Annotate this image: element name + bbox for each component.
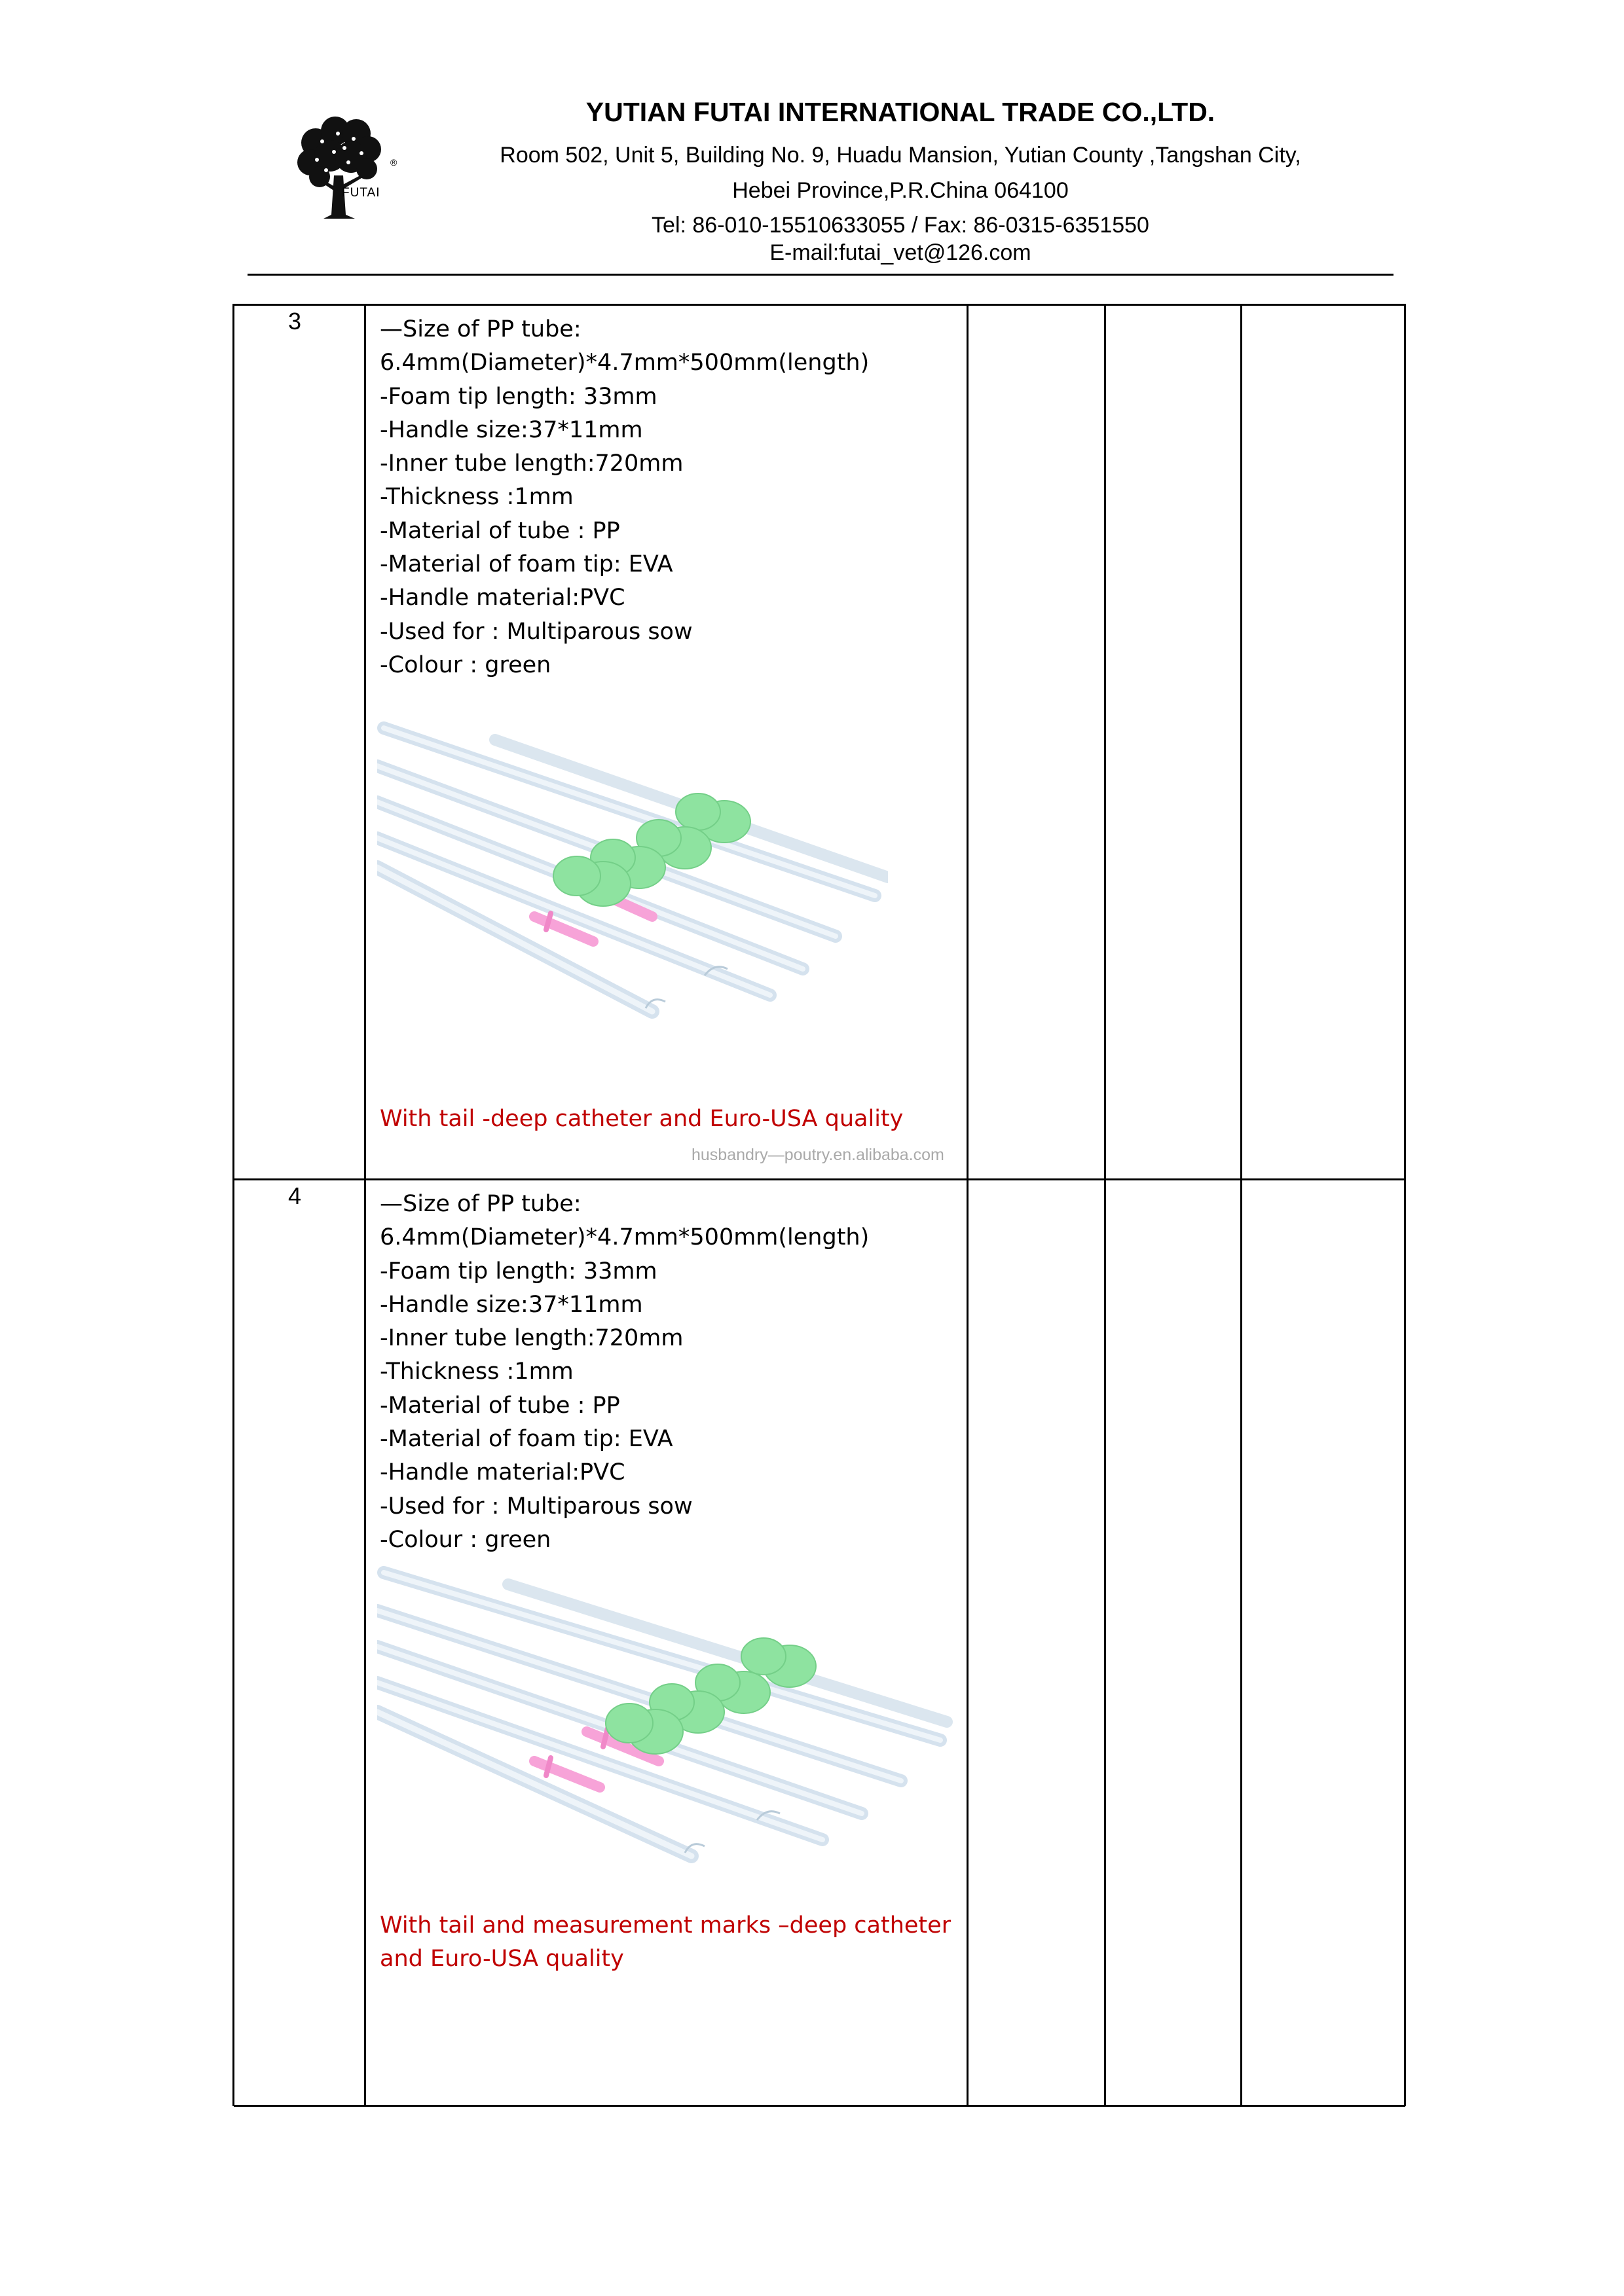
table-column-divider — [1104, 304, 1106, 2106]
company-logo-tree-icon — [283, 117, 414, 221]
registered-trademark: ® — [390, 157, 397, 168]
spec-item: -Colour : green — [380, 651, 551, 678]
table-row-divider — [234, 1178, 1405, 1180]
spec-item: -Used for : Multiparous sow — [380, 618, 693, 645]
spec-item: -Handle material:PVC — [380, 1459, 625, 1486]
spec-item: -Colour : green — [380, 1526, 551, 1553]
note-line: and Euro-USA quality — [380, 1946, 624, 1972]
spec-item: -Material of foam tip: EVA — [380, 1426, 673, 1453]
email: E-mail:futai_vet@126.com — [769, 240, 1031, 265]
table-column-divider — [967, 304, 969, 2106]
table-border-top — [234, 304, 1405, 306]
table-column-divider — [364, 304, 366, 2106]
product-note — [380, 1102, 956, 1136]
table-border-left — [232, 304, 234, 2106]
spec-list — [380, 313, 956, 682]
spec-item: -Used for : Multiparous sow — [380, 1493, 693, 1520]
spec-item: -Foam tip length: 33mm — [380, 383, 657, 410]
note-line: With tail -deep catheter and Euro-USA quality — [380, 1106, 904, 1132]
phone-fax: Tel: 86-010-15510633055 / Fax: 86-0315-6351550 — [652, 213, 1149, 238]
catheter-product-photo — [377, 720, 888, 1028]
company-name: YUTIAN FUTAI INTERNATIONAL TRADE CO.,LTD. — [585, 97, 1215, 127]
table-border-bottom — [234, 2105, 1405, 2107]
catheter-product-photo — [377, 1565, 953, 1872]
watermark: husbandry—poutry.en.alibaba.com — [692, 1146, 944, 1164]
spec-item: -Material of tube : PP — [380, 517, 620, 544]
spec-item: —Size of PP tube: — [380, 1191, 581, 1217]
row-number: 3 — [288, 308, 302, 335]
table-column-divider — [1240, 304, 1242, 2106]
spec-list — [380, 1188, 956, 1557]
logo-text: FUTAI — [342, 186, 380, 200]
spec-item: -Material of foam tip: EVA — [380, 551, 673, 578]
spec-item: -Material of tube : PP — [380, 1392, 620, 1419]
spec-item: -Handle size:37*11mm — [380, 416, 643, 443]
spec-item: -Thickness :1mm — [380, 1358, 574, 1385]
note-line: With tail and measurement marks –deep catheter — [380, 1912, 951, 1939]
spec-item: -Handle size:37*11mm — [380, 1291, 643, 1318]
address-line-1: Room 502, Unit 5, Building No. 9, Huadu Mansion, Yutian County ,Tangshan City, — [500, 143, 1301, 168]
spec-item: -Thickness :1mm — [380, 484, 574, 511]
spec-item: -Inner tube length:720mm — [380, 450, 684, 477]
spec-item: —Size of PP tube: — [380, 316, 581, 342]
spec-item: -Foam tip length: 33mm — [380, 1258, 657, 1285]
spec-item: -Handle material:PVC — [380, 585, 625, 611]
spec-item: 6.4mm(Diameter)*4.7mm*500mm(length) — [380, 350, 870, 376]
header-divider — [248, 274, 1393, 276]
address-line-2: Hebei Province,P.R.China 064100 — [732, 178, 1069, 203]
spec-item: -Inner tube length:720mm — [380, 1325, 684, 1352]
spec-item: 6.4mm(Diameter)*4.7mm*500mm(length) — [380, 1224, 870, 1251]
row-number: 4 — [288, 1182, 302, 1209]
product-note — [380, 1909, 956, 1976]
table-border-right — [1404, 304, 1406, 2106]
